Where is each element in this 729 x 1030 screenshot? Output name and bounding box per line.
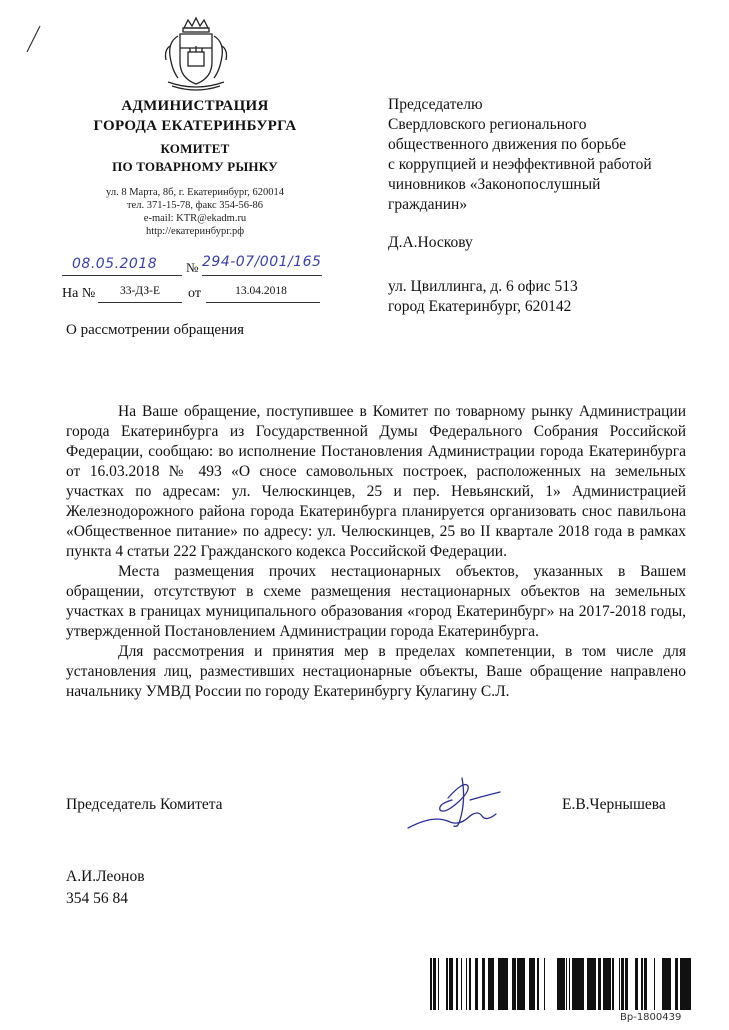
signatory-name: Е.В.Чернышева: [562, 796, 666, 813]
ref-label-no: На №: [62, 286, 96, 301]
addressee-city: город Екатеринбург, 620142: [388, 298, 572, 315]
handwritten-signature: [404, 770, 514, 840]
reference-line: [62, 284, 332, 306]
body-paragraph: На Ваше обращение, поступившее в Комитет по товарному рынку Администрации города Екатеринбурга из Государственной Думы Федерального Собрания Российской Федерации, сообщаю: во исполнение Постановления Администрации города Екатеринбурга от 16.03.2018 № 493 «О сносе самовольных построек, расположенных на земельных участках по адресам: ул. Челюскинцев, 25 и пер. Невьянский, 1» Администрацией Железнодорожного района города Екатеринбурга планируется организовать снос павильона «Общественное питание» по адресу: ул. Челюскинцев, 25 во II квартале 2018 года в рамках пункта 4 статьи 222 Гражданского кодекса Российской Федерации.: [66, 403, 686, 560]
barcode-icon: [430, 958, 692, 1010]
contact-phone: тел. 371-15-78, факс 354-56-86: [126, 200, 264, 211]
letterhead: [60, 96, 330, 176]
letter-body: [66, 402, 686, 702]
addressee-line: Свердловского регионального: [388, 116, 587, 133]
addressee-line: гражданин»: [388, 196, 468, 213]
ref-number: 33-ДЗ-Е: [119, 285, 161, 297]
contact-block: [90, 186, 300, 238]
addressee-name: Д.А.Носкову: [388, 234, 473, 251]
org-name-line-2: ГОРОДА ЕКАТЕРИНБУРГА: [93, 118, 297, 134]
subject-line: О рассмотрении обращения: [66, 322, 245, 338]
contact-email: e-mail: KTR@ekadm.ru: [143, 213, 247, 224]
registration-line: 08.05.2018 294-07/001/165 №: [62, 256, 342, 278]
addressee-line: с коррупцией и неэффективной работой: [388, 156, 652, 173]
addressee-line: чиновников «Законопослушный: [388, 176, 601, 193]
addressee-line: Председателю: [388, 96, 483, 113]
executor-phone: 354 56 84: [66, 890, 128, 907]
barcode-number: Вр-1800439: [620, 1012, 682, 1023]
committee-line-1: КОМИТЕТ: [160, 141, 230, 156]
executor-name: А.И.Леонов: [66, 868, 145, 885]
ref-label-from: от: [188, 286, 201, 301]
org-name-line-1: АДМИНИСТРАЦИЯ: [121, 98, 269, 114]
registration-number: 294-07/001/165: [202, 254, 322, 270]
contact-website: http://екатеринбург.рф: [145, 226, 245, 237]
contact-address: ул. 8 Марта, 8б, г. Екатеринбург, 620014: [106, 187, 284, 198]
committee-line-2: ПО ТОВАРНОМУ РЫНКУ: [112, 159, 278, 174]
ref-date: 13.04.2018: [235, 285, 287, 297]
addressee-block: [388, 95, 698, 317]
signatory-position: Председатель Комитета: [66, 796, 223, 813]
registration-date: 08.05.2018: [72, 256, 158, 272]
addressee-line: общественного движения по борьбе: [388, 136, 626, 153]
body-paragraph: Для рассмотрения и принятия мер в пределах компетенции, в том числе для установления лиц, разместивших нестационарные объекты, Ваше обращение направлено начальнику УМВД России по городу Екатеринбургу Кулагину С.Л.: [66, 643, 686, 700]
coat-of-arms-icon: [160, 16, 232, 92]
executor-block: [66, 866, 145, 910]
body-paragraph: Места размещения прочих нестационарных объектов, указанных в Вашем обращении, отсутствуют в схеме размещения нестационарных объектов на земельных участках в границах муниципального образования «город Екатеринбург» на 2017-2018 годы, утвержденной Постановлением Администрации города Екатеринбурга.: [66, 563, 686, 640]
corner-mark: [24, 24, 42, 54]
addressee-street: ул. Цвиллинга, д. 6 офис 513: [388, 278, 578, 295]
